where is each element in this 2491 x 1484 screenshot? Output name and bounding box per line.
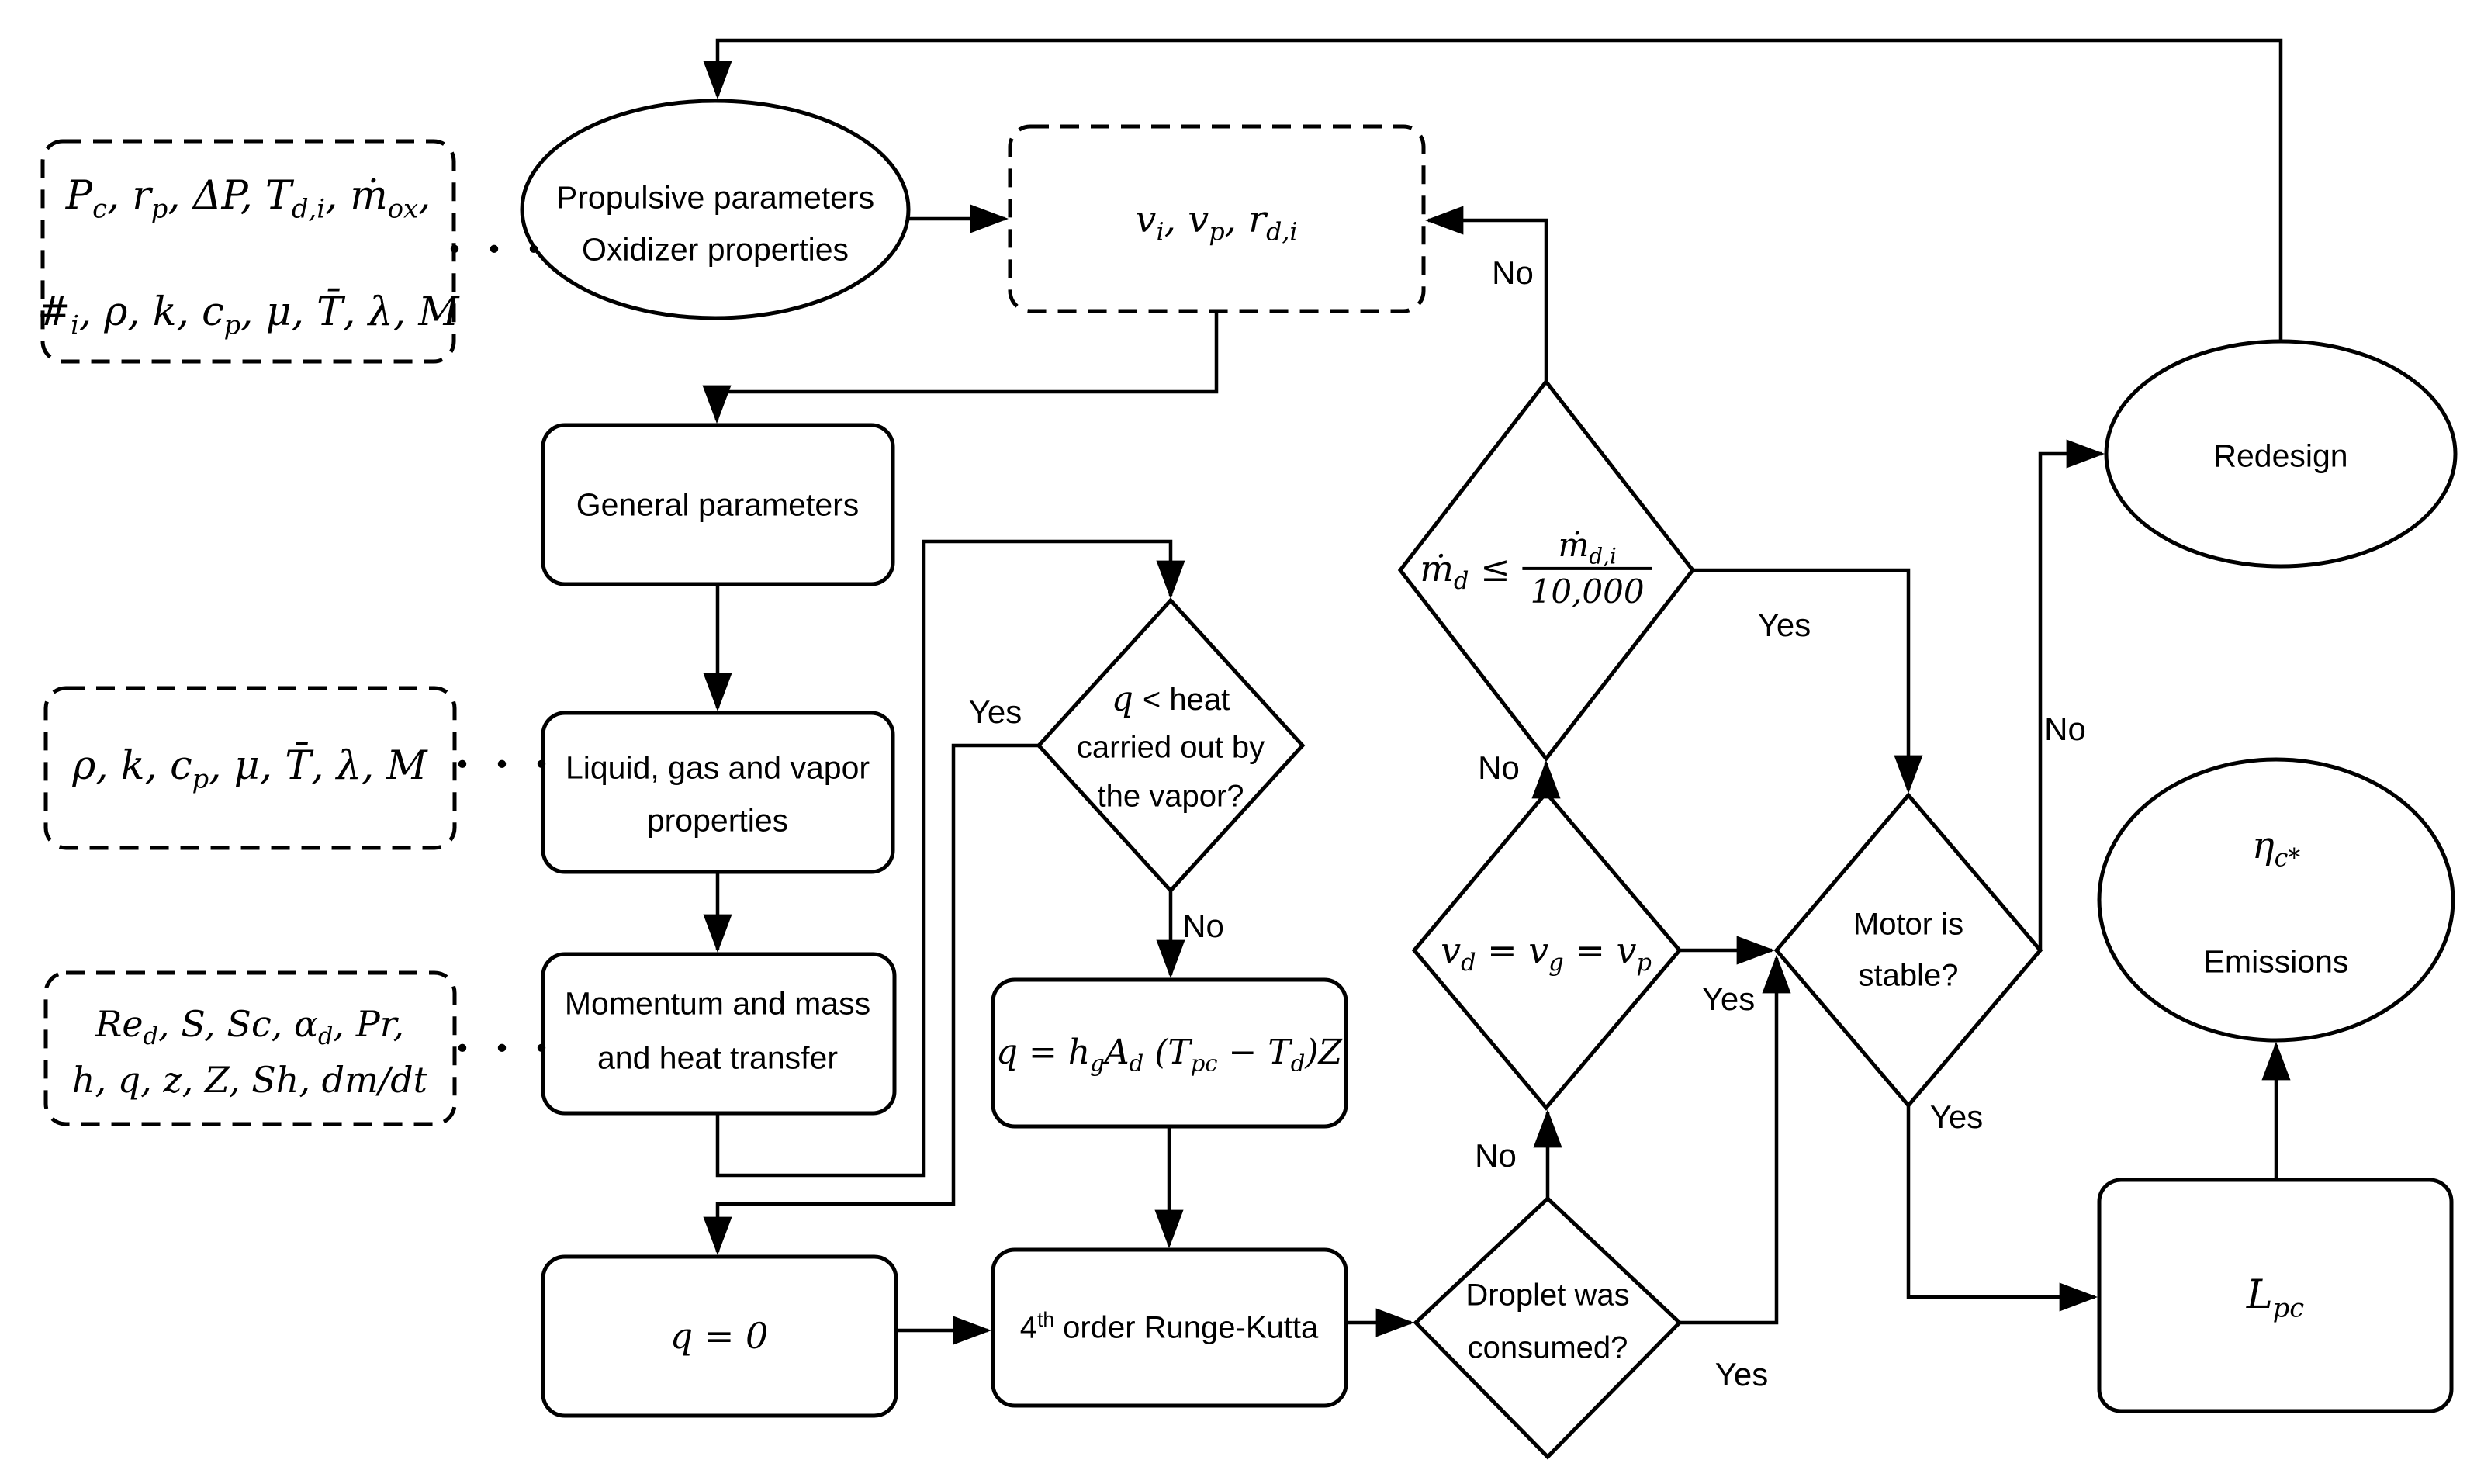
performance-ellipse [2099,759,2453,1040]
propulsive-label-line1: Propulsive parameters [555,179,875,216]
q-heat-line3: the vapor? [1097,779,1244,814]
droplet-yes-label: Yes [1714,1356,1769,1392]
droplet-decision-diamond [1416,1199,1680,1457]
mdot-fraction [1523,525,1652,611]
performance-line2: Emissions [2203,943,2349,980]
propulsive-label-line2: Oxidizer properties [581,231,849,268]
input-params-line2: $\#_i$, ρ, k, $c_p$, μ, T̄, λ, M [37,289,459,341]
mdot-lhs: ṁ$_d$ ≤ [1420,547,1510,596]
liquid-props-label: ρ, k, $c_p$, μ, T̄, λ, M [72,743,427,794]
general-parameters-label: General parameters [576,486,860,523]
q-heat-q: q [1111,679,1133,719]
performance-line1: $\eta_{c*}$ [2251,823,2301,873]
ellipsis-2: · · · [455,739,554,790]
droplet-line2: consumed? [1467,1330,1628,1365]
q-heat-no-label: No [1182,908,1224,944]
q-heat-line1 [1111,679,1230,719]
q-formula-label: $q = h_gA_d$ $(T_{pc} - T_d)Z$ [995,1032,1343,1077]
edge-motor-no-to-redesign [2040,454,2102,950]
motor-line1: Motor is [1853,907,1964,942]
liquid-properties-line1: Liquid, gas and vapor [565,749,870,786]
liquid-properties-line2: properties [646,802,789,839]
transfer-props-dashed-box [46,973,455,1124]
momentum-line1: Momentum and mass [564,985,871,1022]
velocities-label: $v_i$, $v_p$, $r_{d,i}$ [1135,197,1298,247]
motor-yes-label: Yes [1929,1098,1984,1135]
droplet-no-label: No [1475,1137,1517,1174]
motor-decision-diamond [1777,795,2040,1105]
ellipsis-1: · · · [447,223,546,275]
momentum-transfer-box [543,954,894,1113]
edge-redesign-feedback [718,40,2281,342]
mdot-no-label: No [1492,254,1534,291]
motor-no-label: No [2044,711,2086,747]
vd-check-label: $v_d = v_g = v_p$ [1441,929,1652,977]
vd-yes-label: Yes [1701,981,1756,1017]
q-heat-line1-rest: < heat [1142,682,1230,717]
mdot-yes-label: Yes [1757,607,1811,643]
q-zero-label: q = 0 [669,1314,769,1357]
momentum-line2: and heat transfer [597,1039,838,1076]
q-heat-line2: carried out by [1076,730,1265,765]
transfer-props-line1: $Re_d$, S, Sc, $\alpha_d$, Pr, [95,1002,405,1051]
vd-no-label: No [1478,749,1520,786]
ellipsis-3: · · · [455,1022,554,1074]
mdot-check-label [1420,525,1652,611]
input-params-line1: $P_c$, $r_p$, ΔP, $T_{d,i}$, ṁ$_{ox}$, [65,173,431,224]
edge-velocities-to-general [717,311,1216,420]
edge-momentum-to-qheat [718,541,1171,1175]
transfer-props-line2: h, q, z, Z, Sh, dm/dt [71,1058,428,1101]
redesign-label: Redesign [2213,438,2348,474]
mdot-numerator: ṁ$_{d,i}$ [1558,525,1617,569]
runge-kutta-label: 4th order Runge-Kutta [1019,1308,1319,1345]
edge-mdot-yes-to-motor [1693,570,1908,790]
q-heat-yes-label: Yes [968,694,1022,730]
liquid-properties-box [543,713,893,872]
lpc-label: $L_{pc}$ [2246,1272,2305,1323]
mdot-denominator: 10,000 [1523,567,1652,609]
edge-mdot-no-return [1428,220,1546,382]
droplet-line1: Droplet was [1465,1278,1630,1313]
motor-line2: stable? [1858,958,1959,993]
